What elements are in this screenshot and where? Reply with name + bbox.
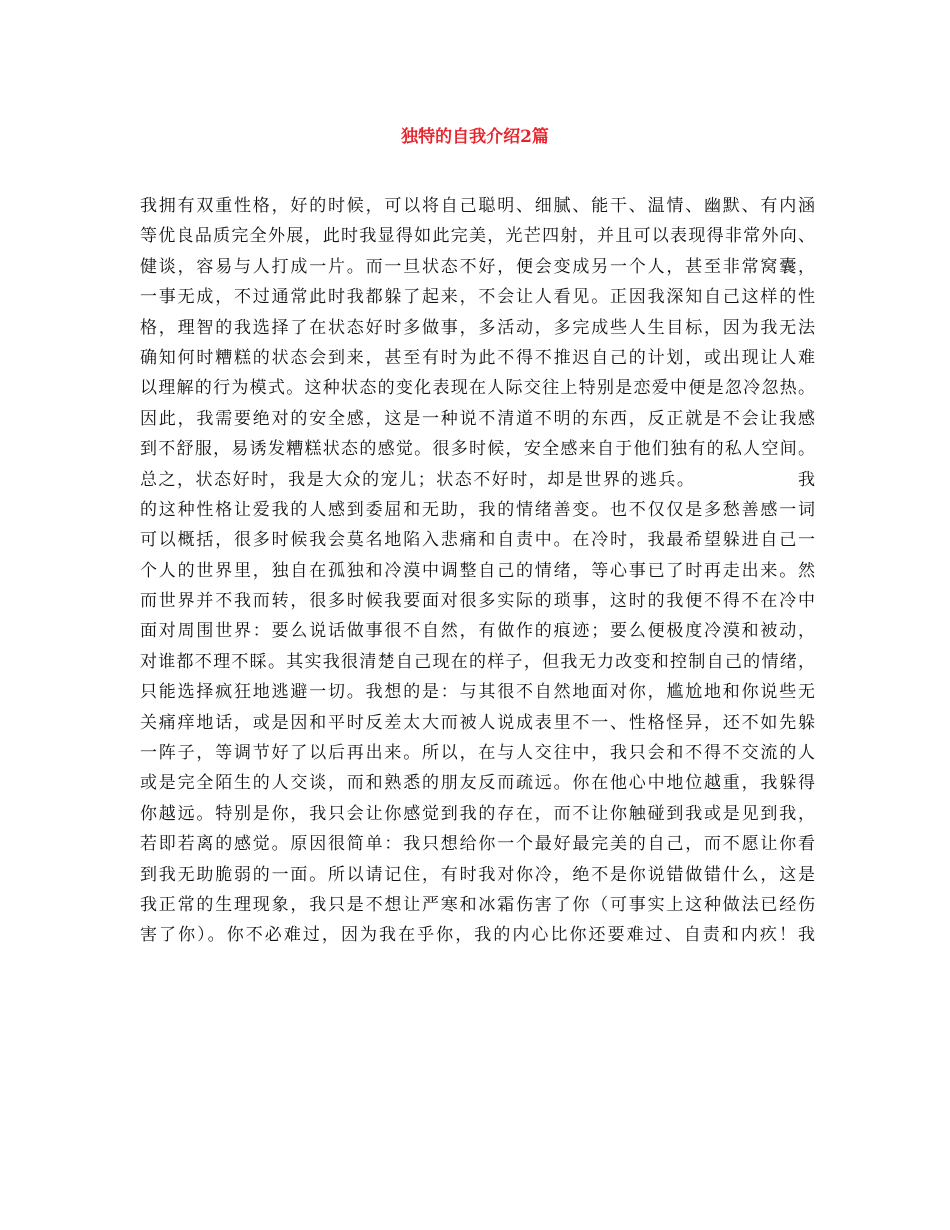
- body-line: 面对周围世界：要么说话做事很不自然，有做作的痕迹；要么便极度冷漠和被动，: [140, 621, 815, 642]
- body-line: 等优良品质完全外展，此时我显得如此完美，光芒四射，并且可以表现得非常外向、: [140, 226, 815, 247]
- document-body: [140, 191, 815, 951]
- body-line: 可以概括，很多时候我会莫名地陷入悲痛和自责中。在冷时，我最希望躲进自己一: [140, 530, 815, 551]
- body-line: 确知何时糟糕的状态会到来，甚至有时为此不得不推迟自己的计划，或出现让人难: [140, 347, 815, 368]
- body-line: 因此，我需要绝对的安全感，这是一种说不清道不明的东西，反正就是不会让我感: [140, 408, 815, 429]
- body-line: 害了你）。你不必难过，因为我在乎你，我的内心比你还要难过、自责和内疚！我: [140, 925, 815, 946]
- body-line: 到我无助脆弱的一面。所以请记住，有时我对你冷，绝不是你说错做错什么，这是: [140, 864, 815, 885]
- body-line: 到不舒服，易诱发糟糕状态的感觉。很多时候，安全感来自于他们独有的私人空间。: [140, 439, 815, 460]
- body-line: 健谈，容易与人打成一片。而一旦状态不好，便会变成另一个人，甚至非常窝囊，: [140, 256, 815, 277]
- body-line: 格，理智的我选择了在状态好时多做事，多活动，多完成些人生目标，因为我无法: [140, 317, 815, 338]
- body-line: 或是完全陌生的人交谈，而和熟悉的朋友反而疏远。你在他心中地位越重，我躲得: [140, 773, 815, 794]
- document-title: 独特的自我介绍2篇: [401, 127, 549, 147]
- body-line: 对谁都不理不睬。其实我很清楚自己现在的样子，但我无力改变和控制自己的情绪，: [140, 651, 815, 672]
- body-line: 个人的世界里，独自在孤独和冷漠中调整自己的情绪，等心事已了时再走出来。然: [140, 560, 815, 581]
- body-line: 一阵子，等调节好了以后再出来。所以，在与人交往中，我只会和不得不交流的人: [140, 743, 815, 764]
- body-line: 总之，状态好时，我是大众的宠儿；状态不好时，却是世界的逃兵。 我: [140, 469, 815, 490]
- body-line: 以理解的行为模式。这种状态的变化表现在人际交往上特别是恋爱中便是忽冷忽热。: [140, 378, 815, 399]
- body-line: 若即若离的感觉。原因很简单：我只想给你一个最好最完美的自己，而不愿让你看: [140, 834, 815, 855]
- body-line: 而世界并不我而转，很多时候我要面对很多实际的琐事，这时的我便不得不在冷中: [140, 591, 815, 612]
- body-line: 的这种性格让爱我的人感到委屈和无助，我的情绪善变。也不仅仅是多愁善感一词: [140, 499, 815, 520]
- body-line: 我正常的生理现象，我只是不想让严寒和冰霜伤害了你（可事实上这种做法已经伤: [140, 894, 815, 915]
- body-line: 一事无成，不过通常此时我都躲了起来，不会让人看见。正因我深知自己这样的性: [140, 287, 815, 308]
- body-line: 你越远。特别是你，我只会让你感觉到我的存在，而不让你触碰到我或是见到我，: [140, 803, 815, 824]
- body-line: 只能选择疯狂地逃避一切。我想的是：与其很不自然地面对你，尴尬地和你说些无: [140, 682, 815, 703]
- body-line: 我拥有双重性格，好的时候，可以将自己聪明、细腻、能干、温情、幽默、有内涵: [140, 196, 815, 216]
- body-line: 关痛痒地话，或是因和平时反差太大而被人说成表里不一、性格怪异，还不如先躲: [140, 712, 815, 733]
